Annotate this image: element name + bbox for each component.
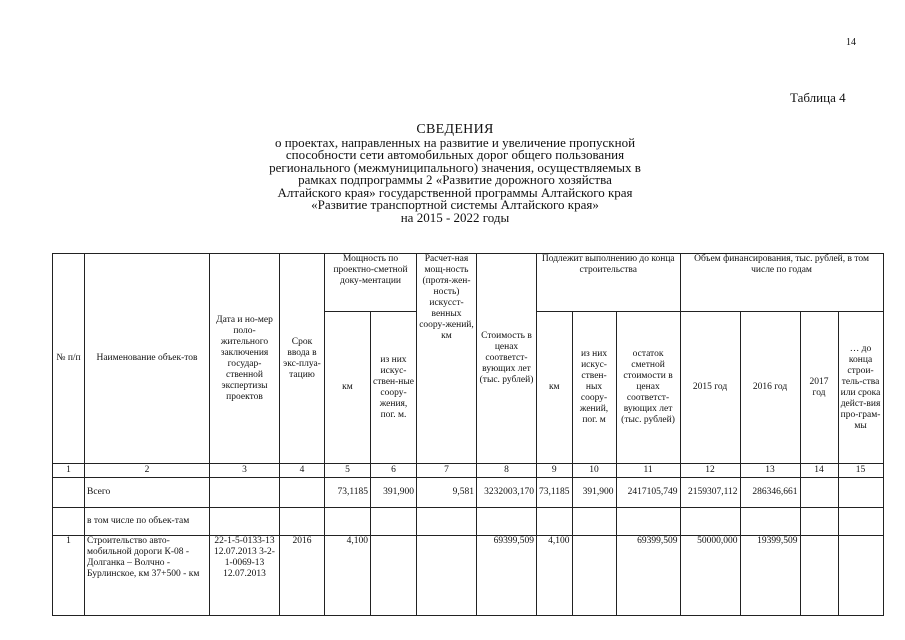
header-remaining-km: км xyxy=(537,312,573,464)
header-2015: 2015 год xyxy=(680,312,740,464)
projects-table xyxy=(52,253,884,616)
including-label: в том числе по объек-там xyxy=(85,508,210,536)
total-calc-capacity: 9,581 xyxy=(417,478,477,508)
header-2016: 2016 год xyxy=(740,312,800,464)
header-capacity-group: Мощность по проектно-сметной доку-ментации xyxy=(325,254,417,312)
header-term: Срок ввода в экс-плуа-тацию xyxy=(280,254,325,464)
heading-line: регионального (межмуниципального) значения, осуществляемых в xyxy=(269,159,641,175)
column-number: 2 xyxy=(85,464,210,478)
table-label: Таблица 4 xyxy=(790,90,846,105)
heading-title: СВЕДЕНИЯ xyxy=(416,122,494,137)
total-cost: 3232003,170 xyxy=(477,478,537,508)
column-number: 1 xyxy=(53,464,85,478)
heading-line: на 2015 - 2022 годы xyxy=(400,209,510,225)
column-number: 4 xyxy=(280,464,325,478)
header-num: № п/п xyxy=(53,254,85,464)
header-remaining-structures: из них искус-ствен-ных соору-жений, пог. м xyxy=(572,312,616,464)
column-number: 11 xyxy=(616,464,680,478)
column-number: 6 xyxy=(371,464,417,478)
column-number: 3 xyxy=(210,464,280,478)
row-remaining-km: 4,100 xyxy=(537,536,573,616)
total-capacity-structures: 391,900 xyxy=(371,478,417,508)
column-number: 15 xyxy=(838,464,883,478)
row-2016: 19399,509 xyxy=(740,536,800,616)
column-number: 9 xyxy=(537,464,573,478)
document-heading xyxy=(200,124,710,224)
heading-line: рамках подпрограммы 2 «Развитие дорожного хозяйства xyxy=(298,172,612,187)
column-number: 5 xyxy=(325,464,371,478)
column-number: 10 xyxy=(572,464,616,478)
heading-line: способности сети автомобильных дорог общего пользования xyxy=(285,147,625,162)
heading-line: «Развитие транспортной системы Алтайского края» xyxy=(311,197,599,212)
column-number: 14 xyxy=(800,464,838,478)
column-number: 13 xyxy=(740,464,800,478)
total-2016: 286346,661 xyxy=(740,478,800,508)
including-row xyxy=(53,508,884,536)
header-remaining-cost: остаток сметной стоимости в ценах соответст-вующих лет (тыс. рублей) xyxy=(616,312,680,464)
row-expertise: 22-1-5-0133-13 12.07.2013 3-2-1-0069-13 12.07.2013 xyxy=(210,536,280,616)
header-capacity-km: км xyxy=(325,312,371,464)
header-remaining-group: Подлежит выполнению до конца строительства xyxy=(537,254,681,312)
header-expertise: Дата и но-мер поло-жительного заключения государ-ственной экспертизы проектов xyxy=(210,254,280,464)
row-remaining-cost: 69399,509 xyxy=(616,536,680,616)
total-row xyxy=(53,478,884,508)
total-label: Всего xyxy=(85,478,210,508)
column-number-row xyxy=(53,464,884,478)
column-number: 12 xyxy=(680,464,740,478)
row-2015: 50000,000 xyxy=(680,536,740,616)
total-remaining-km: 73,1185 xyxy=(537,478,573,508)
table-row xyxy=(53,536,884,616)
header-capacity-structures: из них искус-ствен-ные соору-жения, пог. м. xyxy=(371,312,417,464)
header-calc-capacity: Расчет-ная мощ-ность (протя-жен-ность) искусст-венных соору-жений, км xyxy=(417,254,477,464)
row-cost: 69399,509 xyxy=(477,536,537,616)
header-cost: Стоимость в ценах соответст-вующих лет (тыс. рублей) xyxy=(477,254,537,464)
row-name: Строительство авто-мобильной дороги К-08 - Долганка – Волчно - Бурлинское, км 37+500 - км xyxy=(85,536,210,616)
total-capacity-km: 73,1185 xyxy=(325,478,371,508)
heading-line: Алтайского края» государственной программы Алтайского края xyxy=(277,184,633,200)
page-number: 14 xyxy=(846,37,856,48)
header-2017: 2017 год xyxy=(800,312,838,464)
heading-line: о проектах, направленных на развитие и увеличение пропускной xyxy=(274,134,636,150)
total-2015: 2159307,112 xyxy=(680,478,740,508)
column-number: 7 xyxy=(417,464,477,478)
header-name: Наименование объек-тов xyxy=(85,254,210,464)
header-until-end: … до конца строи-тель-ства или срока дейст-вия про-грам-мы xyxy=(838,312,883,464)
row-capacity-km: 4,100 xyxy=(325,536,371,616)
row-term: 2016 xyxy=(280,536,325,616)
row-num: 1 xyxy=(53,536,85,616)
header-financing-group: Объем финансирования, тыс. рублей, в том числе по годам xyxy=(680,254,883,312)
total-remaining-structures: 391,900 xyxy=(572,478,616,508)
column-number: 8 xyxy=(477,464,537,478)
total-remaining-cost: 2417105,749 xyxy=(616,478,680,508)
